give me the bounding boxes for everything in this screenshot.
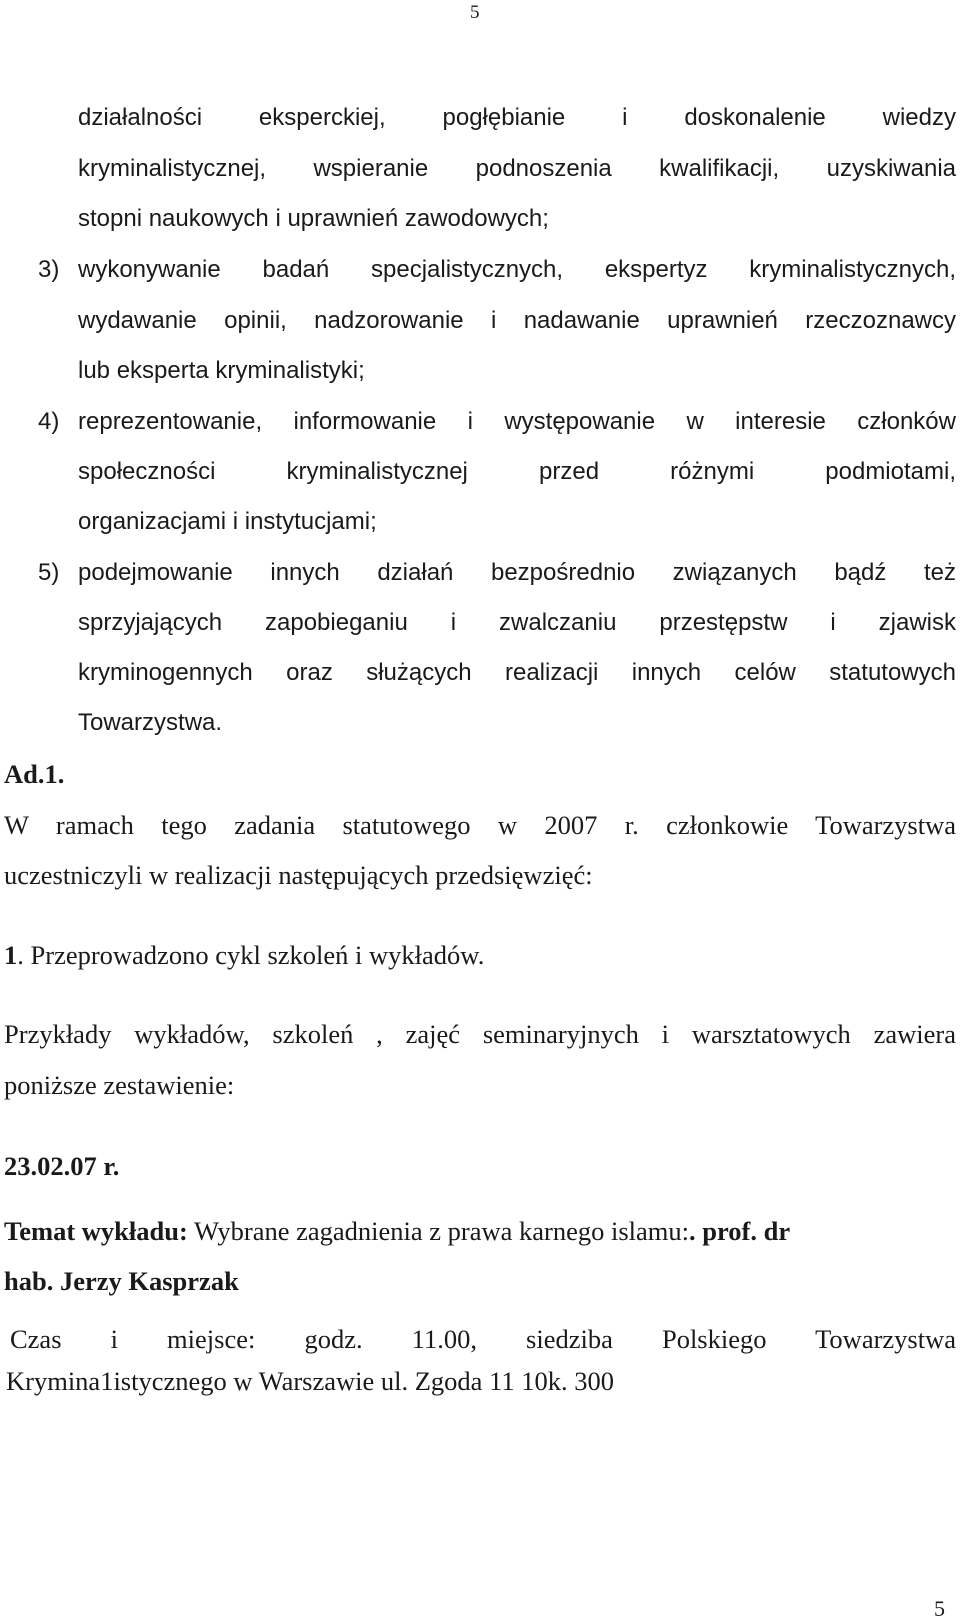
numbered-point [4,938,484,972]
list-line: działalności eksperckiej, pogłębianie i doskonalenie wiedzy [78,104,956,131]
page-number-bottom: 5 [934,1596,945,1621]
list-line: społeczności kryminalistycznej przed różnymi podmiotami, [78,458,956,485]
lecturer-part: . prof. dr [689,1216,791,1246]
entry-topic [4,1214,790,1248]
entry-date: 23.02.07 r. [4,1151,120,1181]
list-number: 3) [38,256,60,283]
list-line: wykonywanie badań specjalistycznych, ekspertyz kryminalistycznych, [78,256,956,283]
page-number-top: 5 [470,2,480,23]
list-number: 5) [38,559,60,586]
list-line: stopni naukowych i uprawnień zawodowych; [78,205,549,232]
topic-text: Wybrane zagadnienia z prawa karnego islamu: [187,1216,690,1246]
list-line: wydawanie opinii, nadzorowanie i nadawanie uprawnień rzeczoznawcy [78,307,956,334]
point-number: 1 [4,940,18,970]
lecturer-name: hab. Jerzy Kasprzak [4,1266,239,1296]
examples-line: Przykłady wykładów, szkoleń , zajęć seminaryjnych i warsztatowych zawiera [4,1019,956,1049]
place-line: Czas i miejsce: godz. 11.00, siedziba Polskiego Towarzystwa [10,1324,956,1354]
examples-line: poniższe zestawienie: [4,1070,235,1100]
intro-line: W ramach tego zadania statutowego w 2007 r. członkowie Towarzystwa [4,810,956,840]
list-number: 4) [38,408,60,435]
list-line: podejmowanie innych działań bezpośrednio związanych bądź też [78,559,956,586]
list-line: lub eksperta kryminalistyki; [78,357,365,384]
list-line: organizacjami i instytucjami; [78,508,377,535]
place-line: Krymina1istycznego w Warszawie ul. Zgoda 11 10k. 300 [6,1366,614,1396]
list-line: sprzyjających zapobieganiu i zwalczaniu przestępstw i zjawisk [78,609,956,636]
list-line: Towarzystwa. [78,709,223,736]
section-heading: Ad.1. [4,759,65,789]
topic-label: Temat wykładu: [4,1216,188,1246]
list-line: kryminogennych oraz służących realizacji innych celów statutowych [78,659,956,686]
list-line: kryminalistycznej, wspieranie podnoszenia kwalifikacji, uzyskiwania [78,155,956,182]
intro-line: uczestniczyli w realizacji następujących przedsięwzięć: [4,860,593,890]
point-text: . Przeprowadzono cykl szkoleń i wykładów. [17,940,485,970]
list-line: reprezentowanie, informowanie i występowanie w interesie członków [78,408,956,435]
